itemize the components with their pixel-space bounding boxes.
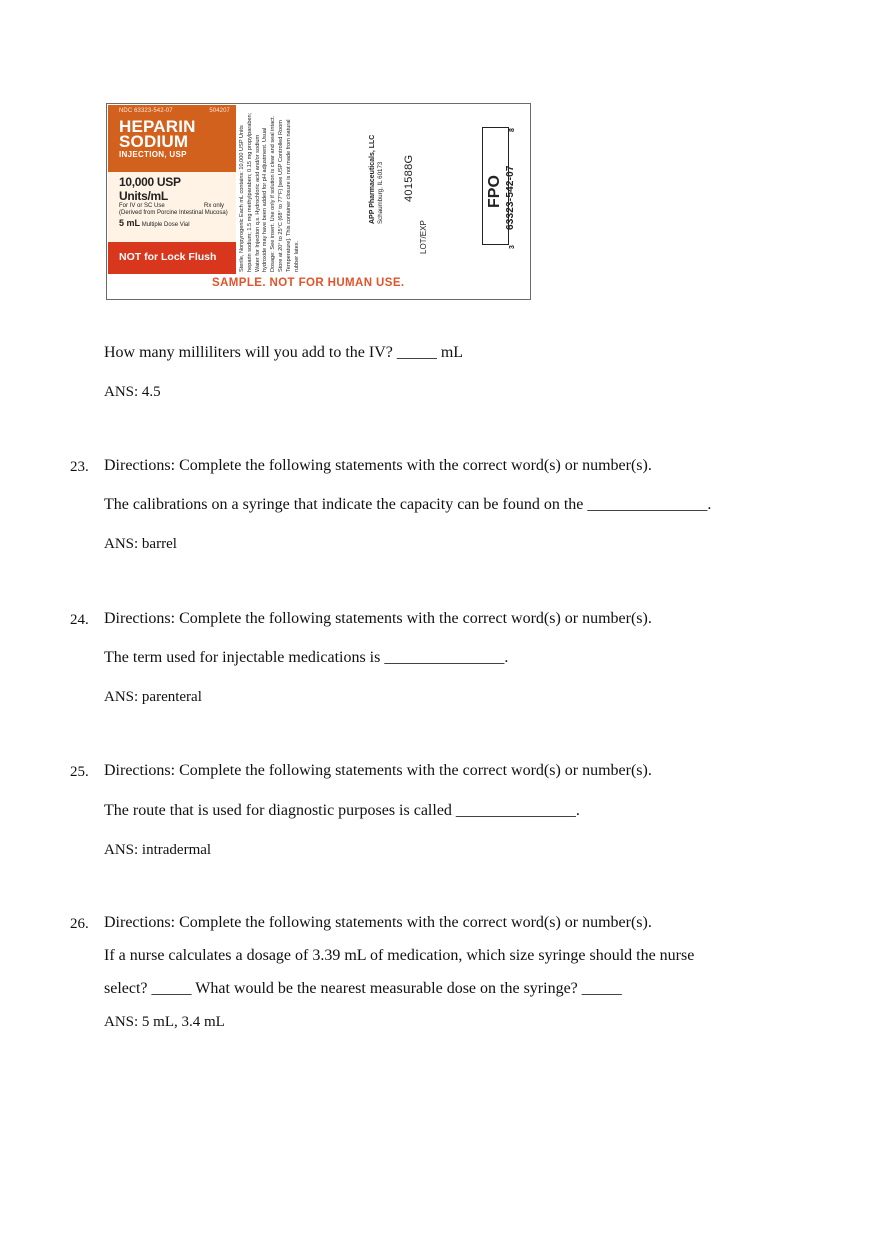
label-barcode-right: 8 (509, 128, 516, 132)
q22-answer: ANS: 4.5 (104, 384, 161, 400)
label-fpo: FPO (486, 175, 503, 208)
label-barcode-left: 3 (509, 245, 516, 249)
label-barcode-ndc: 63323-542-07 (505, 165, 516, 230)
q23-directions: Directions: Complete the following statements with the correct word(s) or number(s). (104, 457, 652, 474)
label-rx: Rx only (203, 203, 224, 209)
label-route: For IV or SC Use (119, 203, 165, 209)
q23-number: 23. (70, 459, 89, 475)
q24-question: The term used for injectable medications is _______________. (104, 649, 509, 666)
q24-directions: Directions: Complete the following statements with the correct word(s) or number(s). (104, 610, 652, 627)
q24-number: 24. (70, 612, 89, 628)
label-brand-panel (108, 105, 236, 275)
label-lot: LOT/EXP (419, 220, 428, 254)
q26-number: 26. (70, 916, 89, 932)
q22-question: How many milliliters will you add to the IV? _____ mL (104, 344, 464, 361)
q23-question: The calibrations on a syringe that indicate the capacity can be found on the _______________. (104, 496, 712, 513)
label-header (108, 105, 236, 172)
q25-directions: Directions: Complete the following statements with the correct word(s) or number(s). (104, 762, 652, 779)
label-description: Sterile, Nonpyrogenic Each mL contains: 10,000 USP Units heparin sodium; 1.5 mg methylparaben; 0.15 mg propylparaben; Water for Injection q.s. Hydrochloric acid and/or sodium hydroxide may have been added for pH adjustment. Usual Dosage: See insert. Use only if solution is clear and seal intact. Store at 20° to 25°C (68° to 77°F) [see USP Controlled Room Temperature]. This container closure is not made from natural rubber latex. (239, 112, 300, 272)
label-strength: 10,000 USP Units/mL (119, 175, 181, 203)
label-drug-name: HEPARIN SODIUM (119, 117, 196, 151)
q25-answer: ANS: intradermal (104, 842, 212, 858)
label-warning: NOT for Lock Flush (108, 242, 236, 274)
q26-directions: Directions: Complete the following statements with the correct word(s) or number(s). (104, 914, 652, 931)
label-product-code: 401588G (403, 154, 415, 202)
label-vial: 5 mL Multiple Dose Vial (119, 218, 190, 228)
label-ndc: NDC 63323-542-07 (119, 108, 173, 114)
label-code: 504207 (209, 108, 230, 114)
q26-answer: ANS: 5 mL, 3.4 mL (104, 1014, 225, 1030)
label-details (108, 172, 236, 242)
q25-question: The route that is used for diagnostic purposes is called _______________. (104, 802, 580, 819)
q26-question-line1: If a nurse calculates a dosage of 3.39 mL of medication, which size syringe should the nurse (104, 947, 695, 964)
label-injection: INJECTION, USP (119, 150, 187, 159)
label-manufacturer: APP Pharmaceuticals, LLC Schaumburg, IL 60173 (369, 134, 384, 224)
q25-number: 25. (70, 764, 89, 780)
label-derived: (Derived from Porcine Intestinal Mucosa) (119, 210, 228, 216)
heparin-drug-label (106, 103, 531, 300)
label-sample-warning: SAMPLE. NOT FOR HUMAN USE. (212, 277, 405, 289)
q24-answer: ANS: parenteral (104, 689, 202, 705)
q26-question-line2: select? _____ What would be the nearest measurable dose on the syringe? _____ (104, 980, 622, 997)
q23-answer: ANS: barrel (104, 536, 177, 552)
